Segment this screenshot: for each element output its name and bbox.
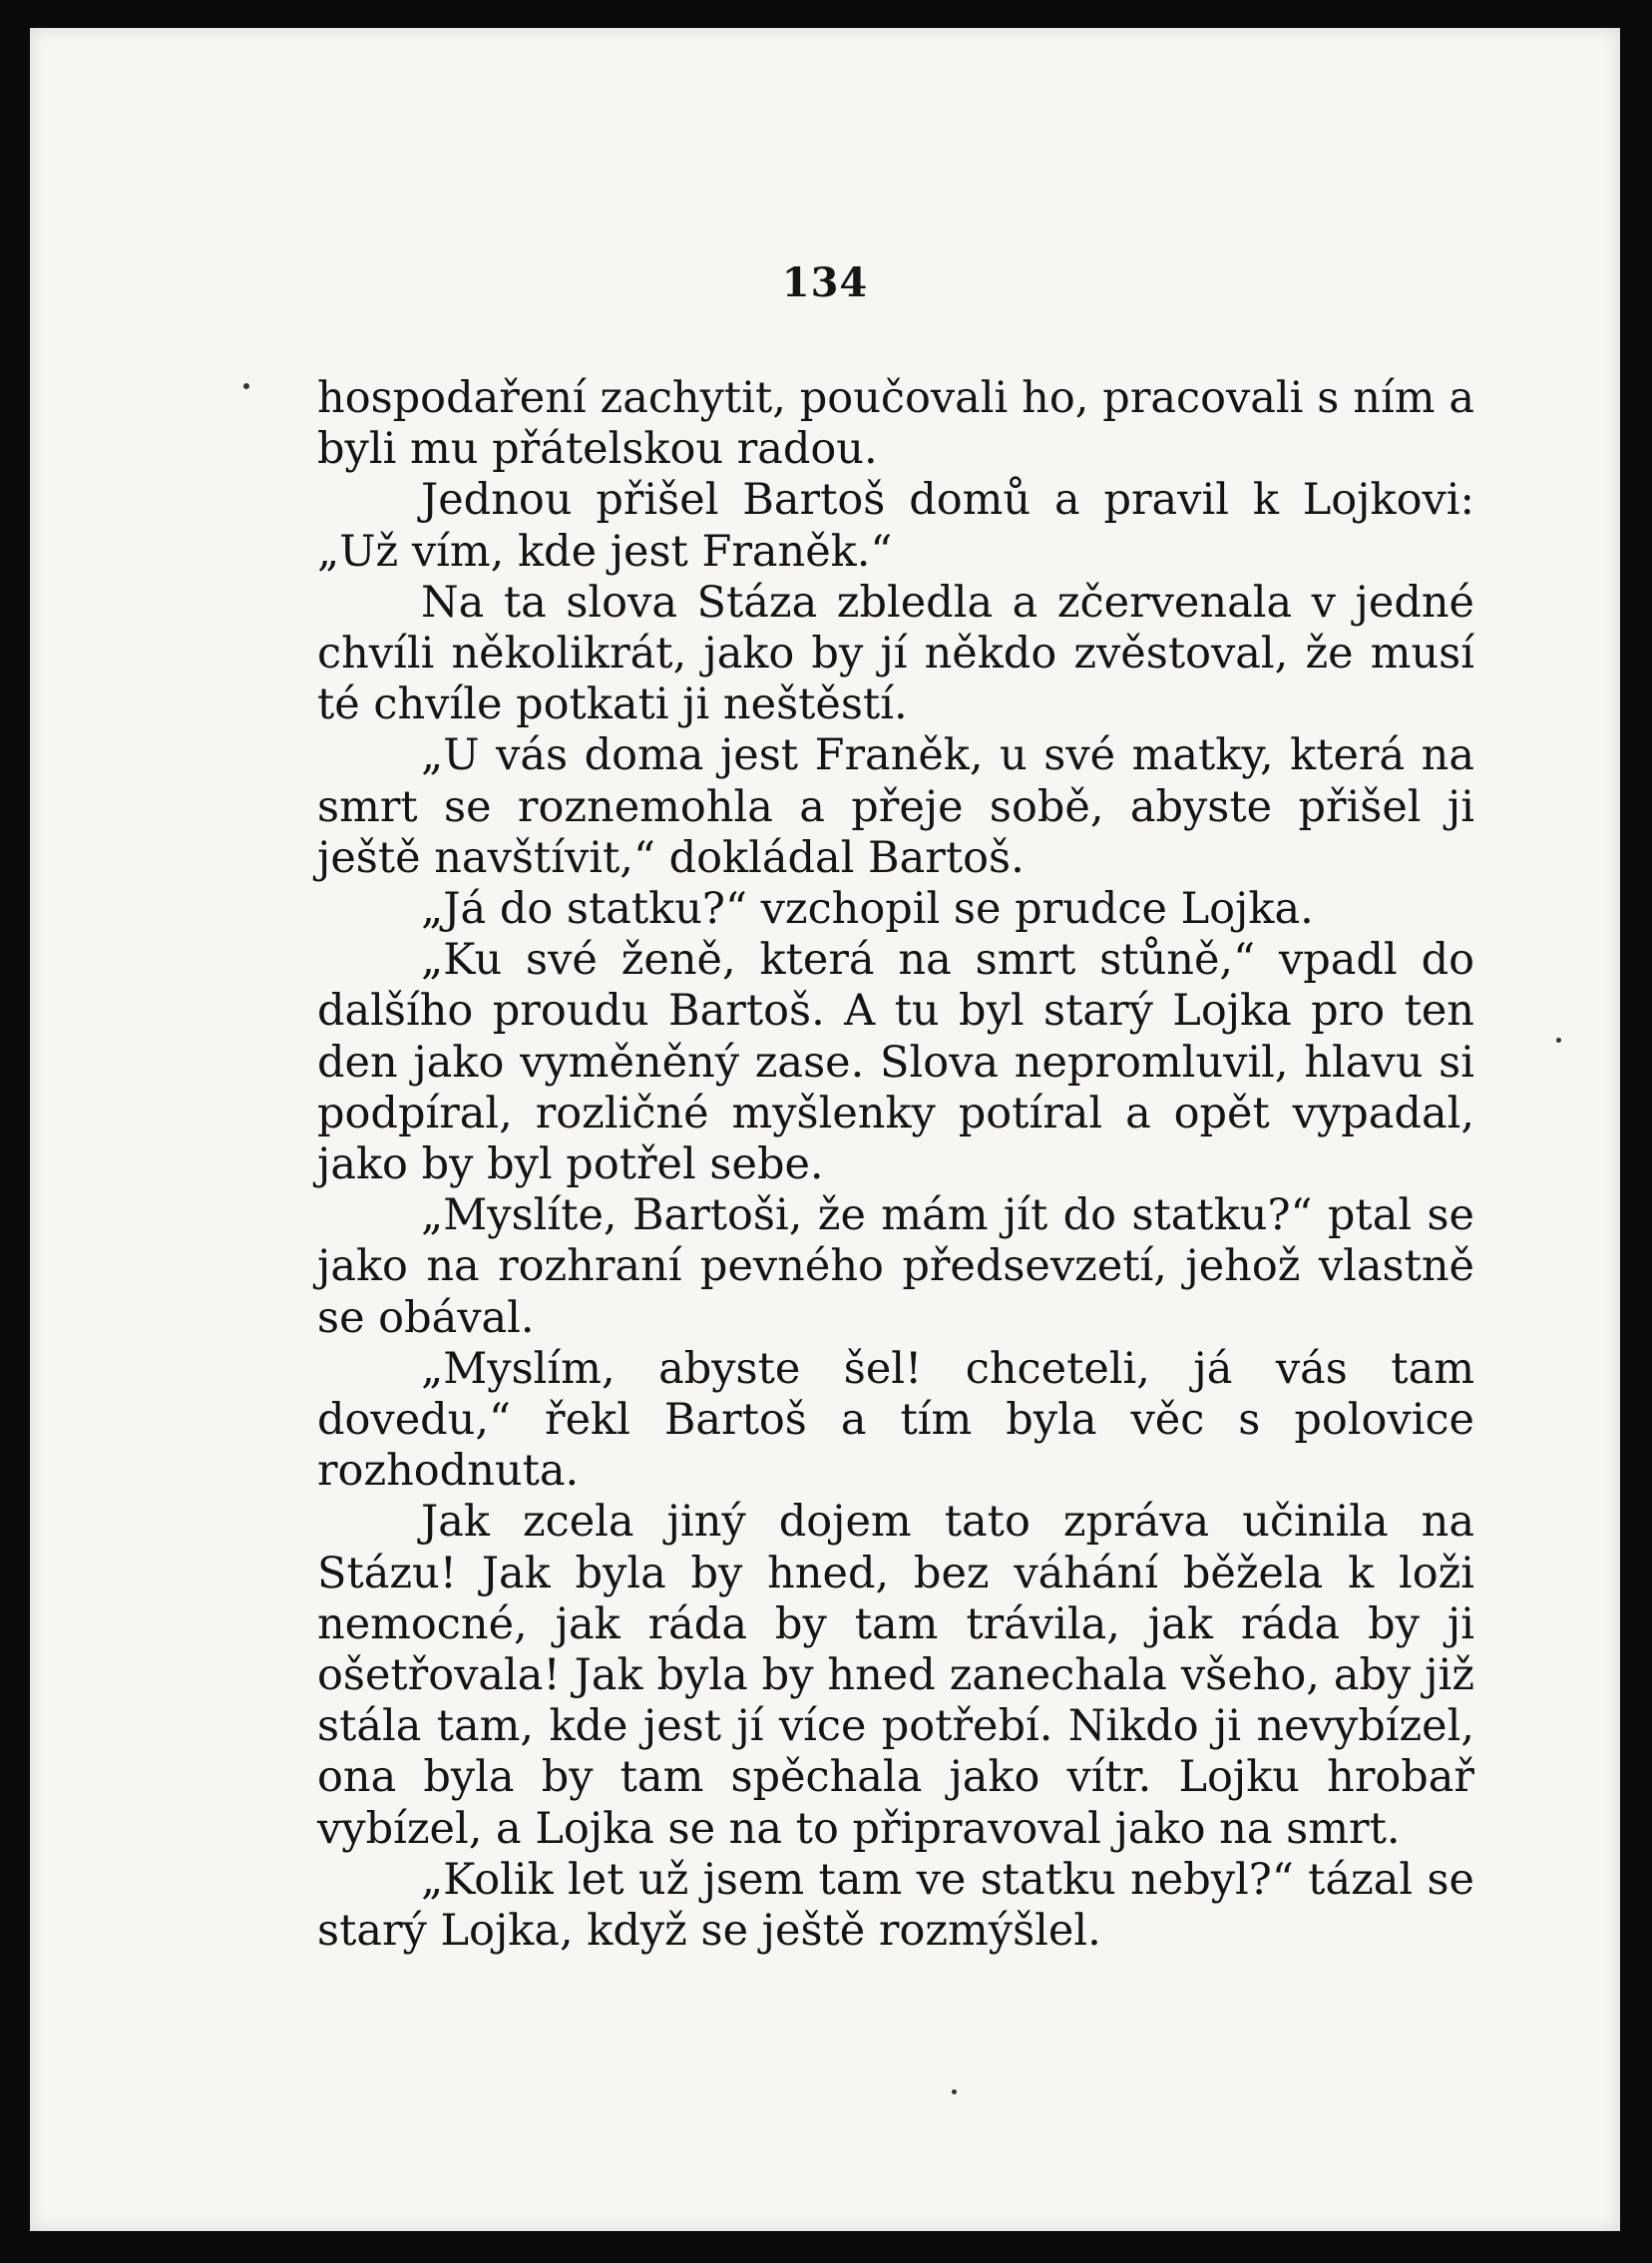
scan-speck xyxy=(952,2089,957,2094)
body-text xyxy=(317,373,1474,1957)
paragraph: „Ku své ženě, která na smrt stůně,“ vpadl do dalšího proudu Bartoš. A tu byl starý Lojka pro ten den jako vyměněný zase. Slova nepromluvil, hlavu si podpíral, rozličné myšlenky potíral a opět vypadal, jako by byl potřel sebe. xyxy=(317,935,1474,1190)
paragraph: Jak zcela jiný dojem tato zpráva učinila na Stázu! Jak byla by hned, bez váhání běžela k loži nemocné, jak ráda by tam trávila, jak ráda by ji ošetřovala! Jak byla by hned zanechala všeho, aby již stála tam, kde jest jí více potřebí. Nikdo ji nevybízel, ona byla by tam spěchala jako vítr. Lojku hrobař vybízel, a Lojka se na to připravoval jako na smrt. xyxy=(317,1497,1474,1854)
paragraph: „Kolik let už jsem tam ve statku nebyl?“ tázal se starý Lojka, když se ještě rozmýšlel. xyxy=(317,1854,1474,1957)
paragraph: Jednou přišel Bartoš domů a pravil k Lojkovi: „Už vím, kde jest Franěk.“ xyxy=(317,475,1474,577)
paragraph: „Já do statku?“ vzchopil se prudce Lojka. xyxy=(421,884,1314,935)
paragraph: „Myslím, abyste šel! chceteli, já vás tam dovedu,“ řekl Bartoš a tím byla věc s polovice rozhodnuta. xyxy=(317,1343,1474,1497)
paragraph: Na ta slova Stáza zbledla a zčervenala v jedné chvíli několikrát, jako by jí někdo zvěstoval, že musí té chvíle potkati ji neštěstí. xyxy=(317,577,1474,730)
paragraph: hospodaření zachytit, poučovali ho, pracovali s ním a byli mu přátelskou radou. xyxy=(317,373,1474,475)
book-page xyxy=(30,28,1620,2231)
paragraph: „Myslíte, Bartoši, že mám jít do statku?“ ptal se jako na rozhraní pevného předsevzetí, jehož vlastně se obával. xyxy=(317,1190,1474,1343)
scan-speck xyxy=(1556,1038,1561,1043)
scan-speck xyxy=(243,383,249,389)
paragraph: „U vás doma jest Franěk, u své matky, která na smrt se roznemohla a přeje sobě, abyste přišel ji ještě navštívit,“ dokládal Bartoš. xyxy=(317,730,1474,883)
page-number: 134 xyxy=(781,259,869,306)
